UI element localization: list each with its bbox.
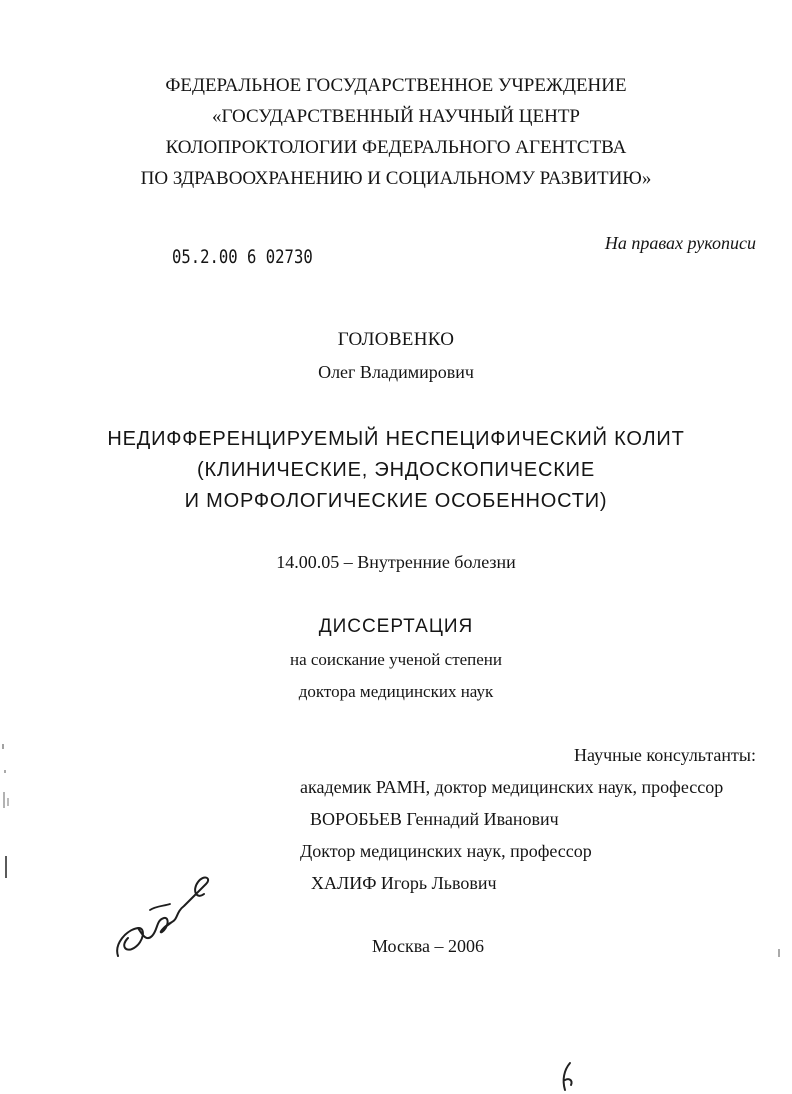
title-line: (КЛИНИЧЕСКИЕ, ЭНДОСКОПИЧЕСКИЕ bbox=[197, 459, 595, 481]
author-surname: ГОЛОВЕНКО bbox=[337, 329, 455, 350]
consultant-line: ВОРОБЬЕВ Геннадий Иванович bbox=[310, 809, 559, 829]
consultant-line: ХАЛИФ Игорь Львович bbox=[311, 873, 497, 893]
title-line: И МОРФОЛОГИЧЕСКИЕ ОСОБЕННОСТИ) bbox=[184, 490, 608, 512]
scan-artifact bbox=[0, 740, 14, 880]
document-type: ДИССЕРТАЦИЯ bbox=[318, 616, 474, 637]
rights-note: На правах рукописи bbox=[604, 233, 756, 253]
specialty: 14.00.05 – Внутренние болезни bbox=[276, 552, 516, 572]
degree-line: доктора медицинских наук bbox=[298, 682, 494, 701]
institution-header bbox=[0, 70, 792, 194]
scan-dot bbox=[776, 948, 782, 958]
degree-line: на соискание ученой степени bbox=[289, 650, 503, 669]
author-name: Олег Владимирович bbox=[318, 362, 474, 382]
institution-line: «ГОСУДАРСТВЕННЫЙ НАУЧНЫЙ ЦЕНТР bbox=[212, 106, 580, 127]
handwritten-signature bbox=[112, 870, 222, 965]
city-year: Москва – 2006 bbox=[372, 936, 484, 956]
institution-line: ФЕДЕРАЛЬНОЕ ГОСУДАРСТВЕННОЕ УЧРЕЖДЕНИЕ bbox=[165, 75, 627, 96]
consultants-heading: Научные консультанты: bbox=[574, 745, 756, 765]
institution-line: КОЛОПРОКТОЛОГИИ ФЕДЕРАЛЬНОГО АГЕНТСТВА bbox=[165, 137, 627, 158]
institution-line: ПО ЗДРАВООХРАНЕНИЮ И СОЦИАЛЬНОМУ РАЗВИТИЮ» bbox=[140, 168, 652, 189]
consultant-line: Доктор медицинских наук, профессор bbox=[300, 841, 592, 861]
page-mark bbox=[556, 1060, 578, 1094]
title-line: НЕДИФФЕРЕНЦИРУЕМЫЙ НЕСПЕЦИФИЧЕСКИЙ КОЛИТ bbox=[107, 428, 685, 450]
dissertation-title bbox=[0, 424, 792, 517]
registry-code: 05.2.00 6 02730 bbox=[172, 246, 313, 268]
consultant-line: академик РАМН, доктор медицинских наук, профессор bbox=[300, 777, 724, 797]
